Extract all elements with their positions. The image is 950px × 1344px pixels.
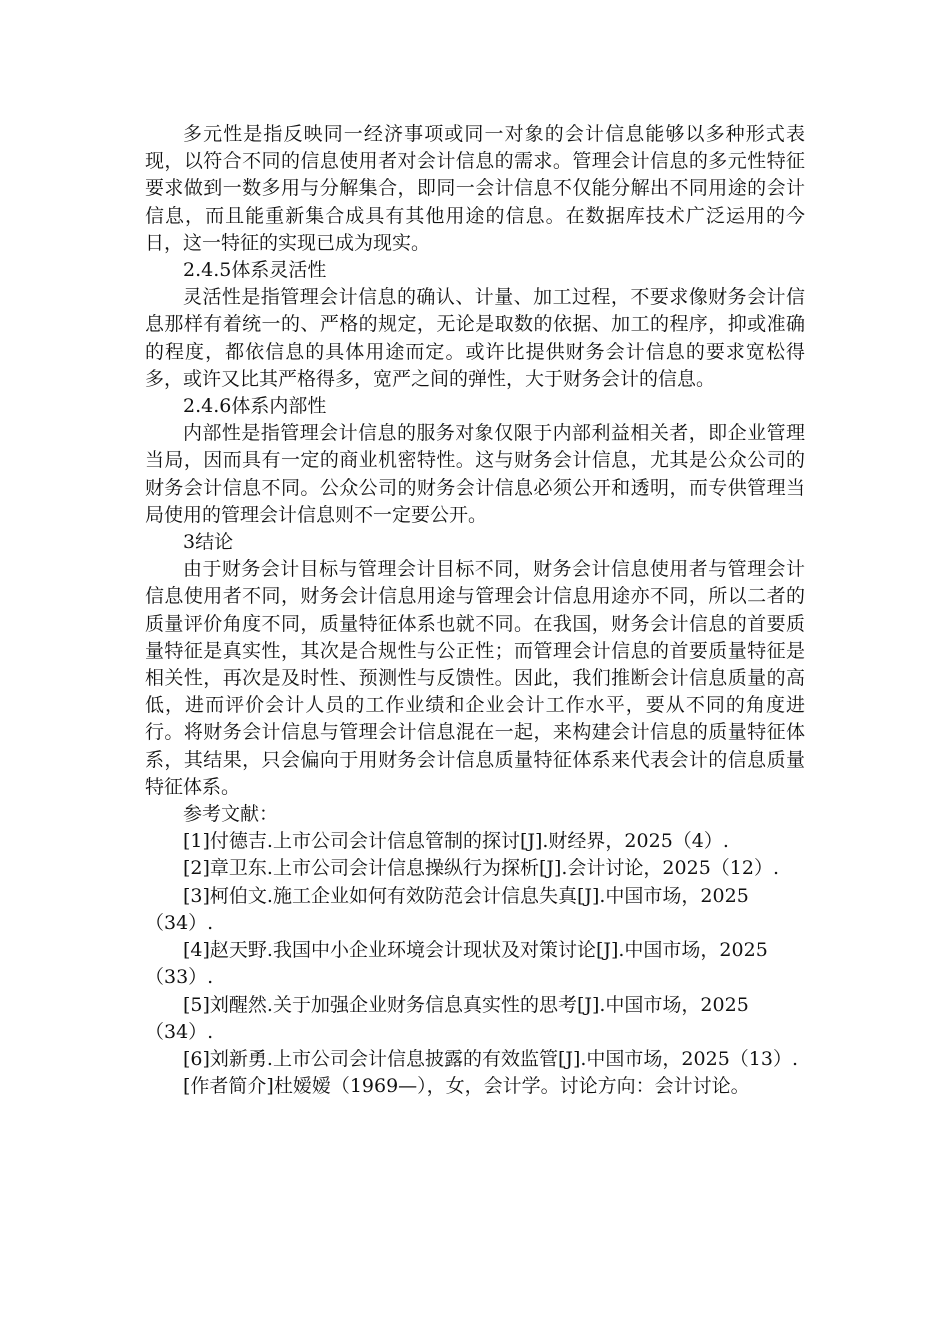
reference-item: [2]章卫东.上市公司会计信息操纵行为探析[J].会计讨论，2025（12）. [183,857,780,880]
reference-item: [3]柯伯文.施工企业如何有效防范会计信息失真[J].中国市场，2025（34）. [145,884,749,934]
document-page [145,121,805,1100]
paragraph-conclusion: 由于财务会计目标与管理会计目标不同，财务会计信息使用者与管理会计信息使用者不同，财务会计信息用途与管理会计信息用途亦不同，所以二者的质量评价角度不同，质量特征体系也就不同。在我国，财务会计信息的首要质量特征是真实性，其次是合规性与公正性；而管理会计信息的首要质量特征是相关性，再次是及时性、预测性与反馈性。因此，我们推断会计信息质量的高低，进而评价会计人员的工作业绩和企业会计工作水平，要从不同的角度进行。将财务会计信息与管理会计信息混在一起，来构建会计信息的质量特征体系，其结果，只会偏向于用财务会计信息质量特征体系来代表会计的信息质量特征体系。 [145,558,805,798]
reference-item: [4]赵天野.我国中小企业环境会计现状及对策讨论[J].中国市场，2025（33）. [145,939,768,989]
reference-item: [6]刘新勇.上市公司会计信息披露的有效监管[J].中国市场，2025（13）. [183,1047,799,1070]
section-heading-2-4-5: 2.4.5体系灵活性 [183,259,327,282]
author-bio: [作者简介]杜嫒嫒（1969—），女，会计学。讨论方向：会计讨论。 [183,1075,750,1098]
reference-item: [1]付德吉.上市公司会计信息管制的探讨[J].财经界，2025（4）. [183,830,729,853]
paragraph-diversity: 多元性是指反映同一经济事项或同一对象的会计信息能够以多种形式表现，以符合不同的信息使用者对会计信息的需求。管理会计信息的多元性特征要求做到一数多用与分解集合，即同一会计信息不仅能分解出不同用途的会计信息，而且能重新集合成具有其他用途的信息。在数据库技术广泛运用的今日，这一特征的实现已成为现实。 [145,123,805,254]
references-heading: 参考文献： [183,803,279,826]
section-heading-2-4-6: 2.4.6体系内部性 [183,395,327,418]
reference-item: [5]刘醒然.关于加强企业财务信息真实性的思考[J].中国市场，2025（34）. [145,993,749,1043]
section-heading-conclusion: 3结论 [183,531,234,554]
paragraph-flexibility: 灵活性是指管理会计信息的确认、计量、加工过程，不要求像财务会计信息那样有着统一的、严格的规定，无论是取数的依据、加工的程序，抑或准确的程度，都依信息的具体用途而定。或许比提供财务会计信息的要求宽松得多，或许又比其严格得多，宽严之间的弹性，大于财务会计的信息。 [145,286,805,390]
paragraph-internality: 内部性是指管理会计信息的服务对象仅限于内部利益相关者，即企业管理当局，因而具有一定的商业机密特性。这与财务会计信息，尤其是公众公司的财务会计信息不同。公众公司的财务会计信息必须公开和透明，而专供管理当局使用的管理会计信息则不一定要公开。 [145,422,805,526]
